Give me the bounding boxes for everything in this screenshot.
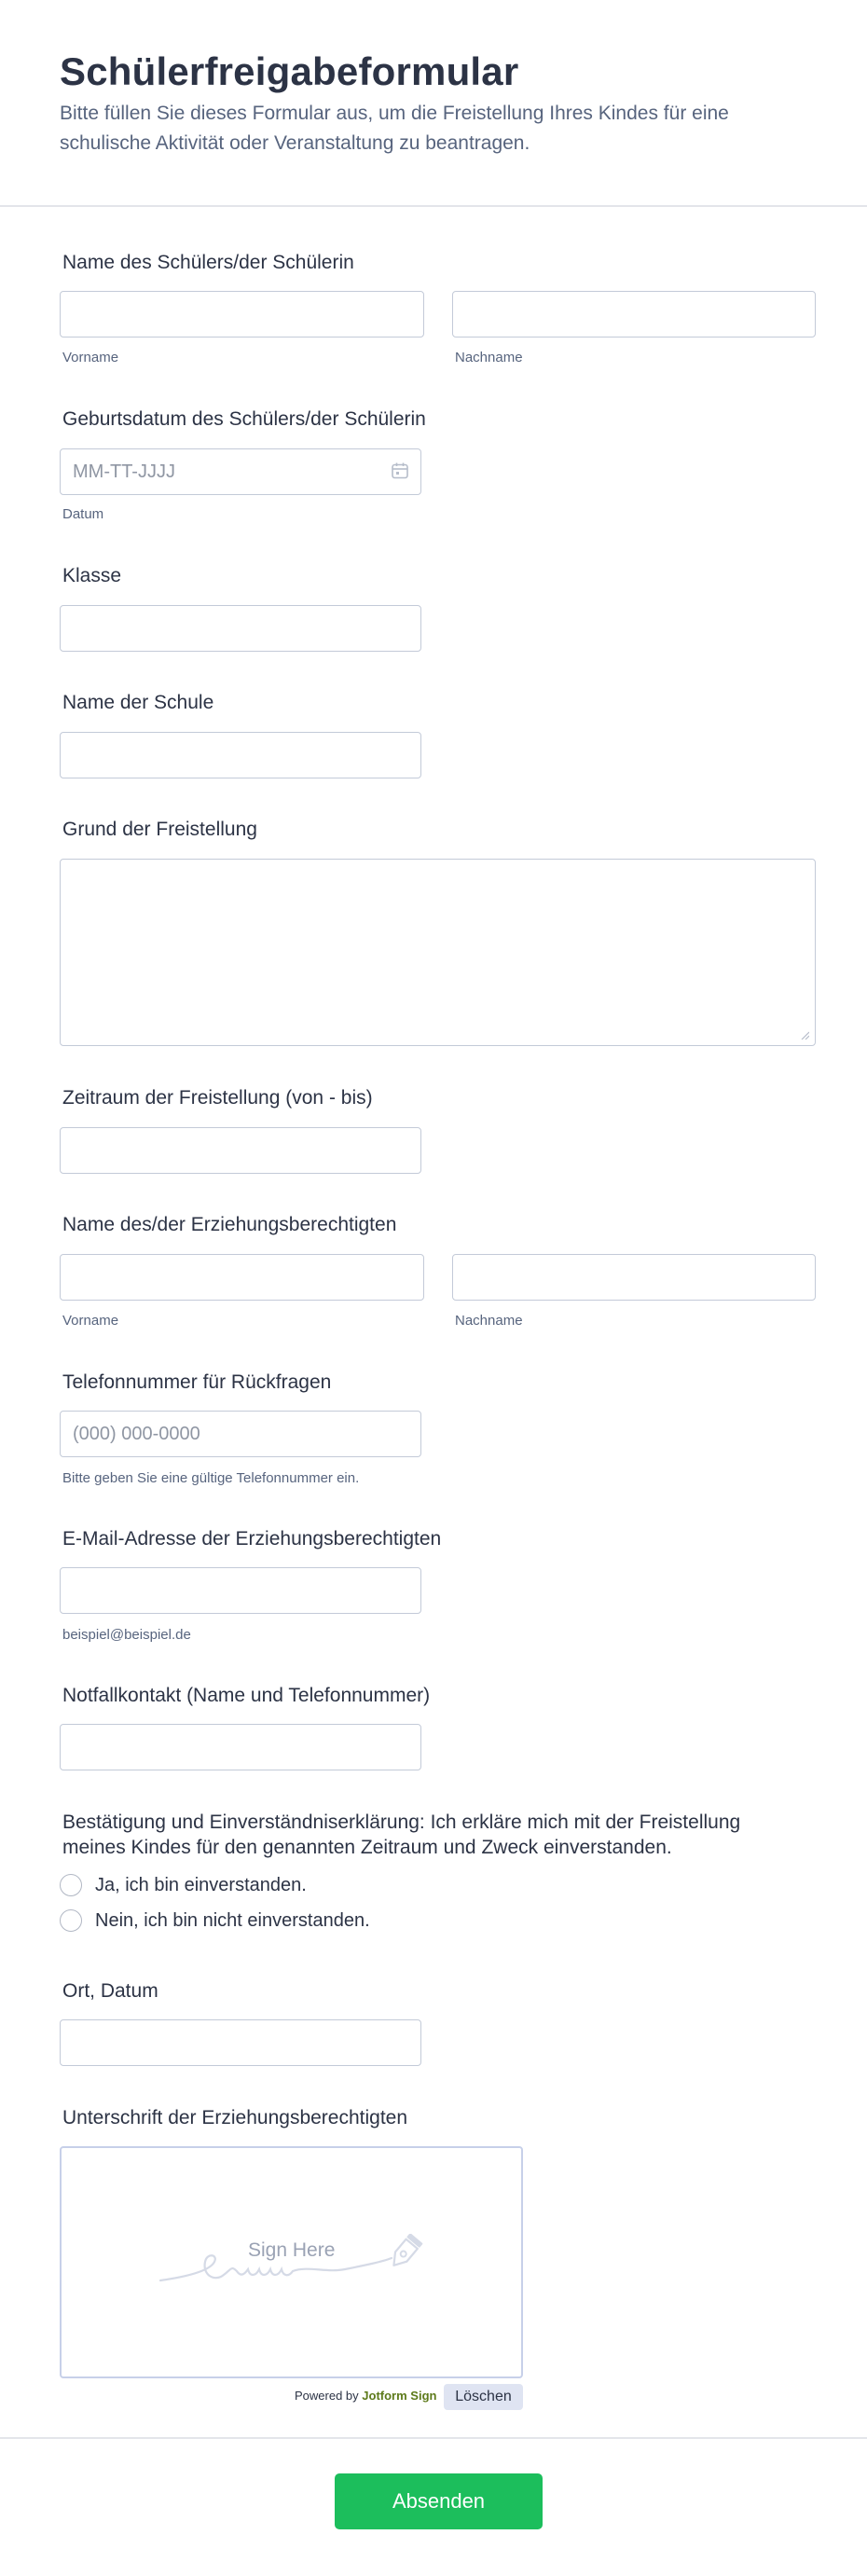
student-last-name-sublabel: Nachname <box>455 350 523 365</box>
signature-label: Unterschrift der Erziehungsberechtigten <box>62 2107 408 2128</box>
grade-input[interactable] <box>60 605 421 652</box>
place-date-label: Ort, Datum <box>62 1980 158 2002</box>
guardian-name-label: Name des/der Erziehungsberechtigten <box>62 1214 397 1235</box>
period-label: Zeitraum der Freistellung (von - bis) <box>62 1087 373 1109</box>
phone-label: Telefonnummer für Rückfragen <box>62 1371 332 1393</box>
jotform-sign-brand[interactable]: Jotform Sign <box>362 2389 437 2403</box>
radio-button[interactable] <box>60 1909 82 1932</box>
emergency-contact-label: Notfallkontakt (Name und Telefonnummer) <box>62 1685 431 1706</box>
student-name-label: Name des Schülers/der Schülerin <box>62 252 354 273</box>
reason-label: Grund der Freistellung <box>62 819 257 840</box>
school-input[interactable] <box>60 732 421 778</box>
calendar-icon[interactable] <box>390 461 410 481</box>
powered-by-prefix: Powered by <box>295 2389 359 2403</box>
form-description: Bitte füllen Sie dieses Formular aus, um die Freistellung Ihres Kindes für eine schulische Aktivität oder Veranstaltung zu beantragen. <box>60 103 729 154</box>
radio-label: Nein, ich bin nicht einverstanden. <box>95 1909 370 1931</box>
guardian-first-name-sublabel: Vorname <box>62 1313 119 1329</box>
period-input[interactable] <box>60 1127 421 1174</box>
consent-option-yes[interactable] <box>60 1874 307 1896</box>
guardian-last-name-sublabel: Nachname <box>455 1313 523 1329</box>
resize-handle-icon[interactable] <box>800 1030 809 1040</box>
radio-button[interactable] <box>60 1874 82 1896</box>
consent-label: Bestätigung und Einverständniserklärung: Ich erkläre mich mit der Freistellung meines Kindes für den genannten Zeitraum und Zweck einverstanden. <box>62 1811 741 1858</box>
birthdate-input[interactable] <box>60 448 421 495</box>
email-sublabel: beispiel@beispiel.de <box>62 1627 191 1643</box>
guardian-last-name-input[interactable] <box>452 1254 816 1301</box>
form-header <box>0 0 867 207</box>
powered-by-text <box>295 2389 436 2403</box>
radio-label: Ja, ich bin einverstanden. <box>95 1874 307 1895</box>
birthdate-sublabel: Datum <box>62 506 104 522</box>
signature-scribble-icon <box>158 2234 429 2290</box>
email-label: E-Mail-Adresse der Erziehungsberechtigten <box>62 1528 442 1550</box>
student-first-name-input[interactable] <box>60 291 424 337</box>
birthdate-label: Geburtsdatum des Schülers/der Schülerin <box>62 408 426 430</box>
grade-label: Klasse <box>62 565 122 586</box>
reason-textarea[interactable] <box>60 859 816 1046</box>
school-label: Name der Schule <box>62 692 214 713</box>
consent-option-no[interactable] <box>60 1909 370 1932</box>
form-title: Schülerfreigabeformular <box>60 49 519 93</box>
submit-button[interactable]: Absenden <box>335 2473 543 2529</box>
phone-input[interactable] <box>60 1411 421 1457</box>
guardian-first-name-input[interactable] <box>60 1254 424 1301</box>
signature-pad[interactable] <box>60 2146 523 2378</box>
footer-divider <box>0 2437 867 2439</box>
phone-sublabel: Bitte geben Sie eine gültige Telefonnummer ein. <box>62 1470 360 1486</box>
email-input[interactable] <box>60 1567 421 1614</box>
student-first-name-sublabel: Vorname <box>62 350 119 365</box>
signature-placeholder: Sign Here <box>248 2239 336 2261</box>
emergency-contact-input[interactable] <box>60 1724 421 1770</box>
student-last-name-input[interactable] <box>452 291 816 337</box>
clear-signature-button[interactable]: Löschen <box>444 2384 523 2410</box>
place-date-input[interactable] <box>60 2019 421 2066</box>
